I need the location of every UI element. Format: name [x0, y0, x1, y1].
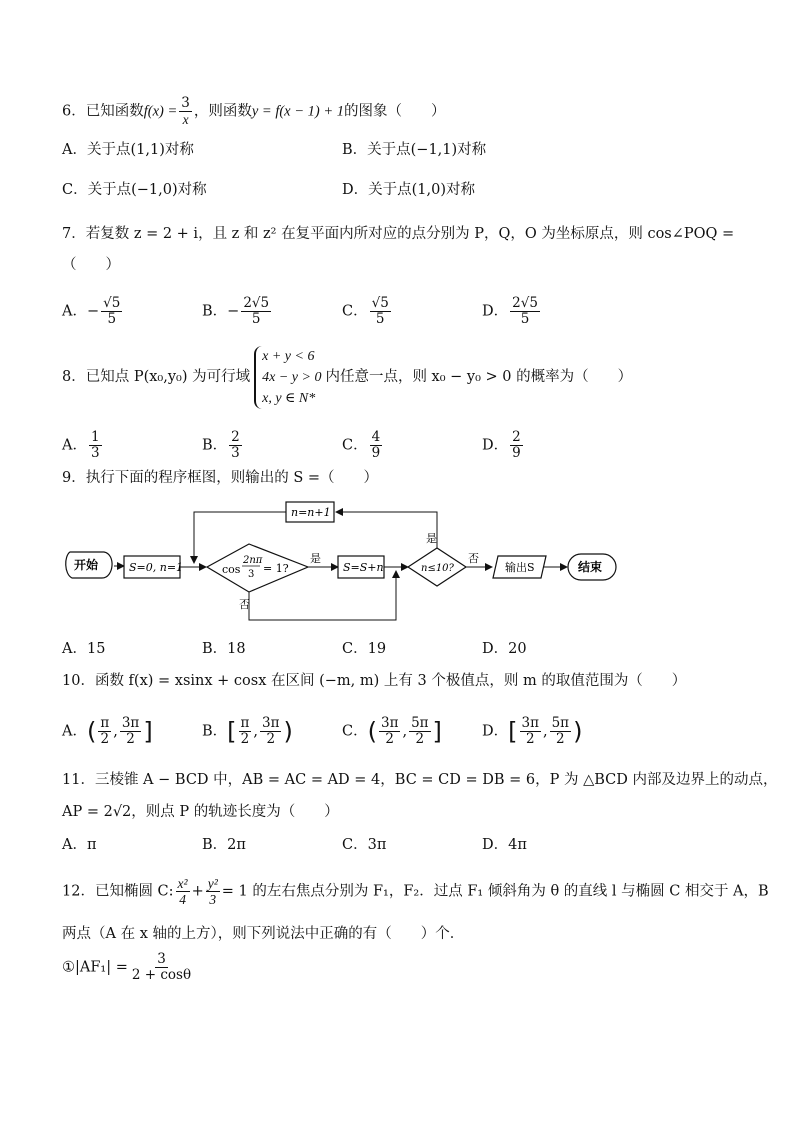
q10-stem: 10．函数 f(x) = xsinx + cosx 在区间 (−m, m) 上有 3 个极值点，则 m 的取值范围为（ ） — [62, 673, 687, 689]
q8-option-b: B． $\frac{2}{3}$ — [202, 429, 240, 461]
q7-stem: 7．若复数 z = 2 + i，且 z 和 z² 在复平面内所对应的点分别为 P，Q，O 为坐标原点，则 cos∠POQ = — [62, 226, 735, 242]
no2-label: 否 — [468, 552, 479, 565]
q12-stem: 12．已知椭圆 C: $\frac{\text{x²}}{4}$ + $\frac{\text{y²}}{3}$ = 1 的左右焦点分别为 F₁，F₂．过点 F₁ 倾斜角为 θ 的直线 l 与椭圆 C 相交于 A，B — [62, 876, 769, 907]
q12-line2: 两点（A 在 x 轴的上方），则下列说法中正确的有（ ）个． — [62, 926, 465, 942]
q9-option-b: B．18 — [202, 641, 246, 657]
q8-stem: 8．已知点 P(x₀,y₀) 为可行域x + y < 6 4x − y > 0 x, y ∈ N*内任意一点，则 x₀ − y₀ > 0 的概率为（ ） — [62, 346, 632, 409]
q8-option-d: D． $\frac{2}{9}$ — [482, 429, 521, 461]
q6-option-a: A．关于点(1,1)对称 — [62, 142, 194, 158]
update-s-label: S=S+n — [343, 561, 384, 574]
q8-option-c: C． $\frac{4}{9}$ — [342, 429, 381, 461]
program-flowchart — [62, 500, 622, 625]
q10-option-c: C．( $\frac{3\pi}{2}$ , $\frac{5\pi}{2}$ ] — [342, 715, 442, 747]
q6-option-d: D．关于点(1,0)对称 — [342, 182, 475, 198]
cond1-eq: = 1? — [263, 562, 289, 575]
cond2-label: n≤10? — [421, 563, 454, 574]
q11-line2: AP = 2√2，则点 P 的轨迹长度为（ ） — [62, 804, 339, 820]
q11-line1: 11．三棱锥 A − BCD 中，AB = AC = AD = 4，BC = CD = DB = 6，P 为 △BCD 内部及边界上的动点， — [62, 772, 778, 788]
q9-option-c: C．19 — [342, 641, 387, 657]
increment-n-label: n=n+1 — [291, 506, 331, 519]
q11-option-a: A．π — [62, 837, 97, 853]
q10-option-a: A．( $\frac{\pi}{2}$ , $\frac{3\pi}{2}$ ] — [62, 715, 153, 747]
q6-option-c: C．关于点(−1,0)对称 — [62, 182, 207, 198]
q8-option-a: A． $\frac{1}{3}$ — [62, 429, 100, 461]
q7-option-b: B．− $\frac{2√5}{5}$ — [202, 295, 270, 327]
cond1-num: 2nπ — [243, 555, 263, 566]
init-label: S=0, n=1 — [129, 561, 184, 574]
q9-stem: 9．执行下面的程序框图，则输出的 S =（ ） — [62, 470, 379, 486]
q7-paren: （ ） — [62, 257, 120, 273]
q12-item1: ①|AF₁| = $\frac{3}{2 + \cos\theta}$ — [62, 951, 192, 983]
cond1-den: 3 — [248, 569, 255, 580]
q10-option-b: B．[ $\frac{\pi}{2}$ , $\frac{3\pi}{2}$ ) — [202, 715, 293, 747]
q6-stem: 6．已知函数f(x) = $\frac{3}{x}$ ，则函数y = f(x − 1) + 1的图象（ ） — [62, 95, 446, 127]
q10-option-d: D．[ $\frac{3\pi}{2}$ , $\frac{5\pi}{2}$ ) — [482, 715, 583, 747]
q9-option-d: D．20 — [482, 641, 527, 657]
q6-fraction: $\frac{3}{x}$ — [181, 95, 190, 127]
q11-option-d: D．4π — [482, 837, 527, 853]
start-label: 开始 — [74, 558, 99, 572]
q9-option-a: A．15 — [62, 641, 106, 657]
cond1-cos: cos — [222, 563, 241, 576]
q11-option-b: B．2π — [202, 837, 246, 853]
output-label: 输出S — [505, 561, 535, 574]
end-label: 结束 — [578, 560, 603, 574]
q7-option-c: C． $\frac{√5}{5}$ — [342, 295, 389, 327]
yes2-label: 是 — [426, 532, 437, 545]
q8-constraint-system: x + y < 6 4x − y > 0 x, y ∈ N* — [254, 346, 321, 409]
q6-option-b: B．关于点(−1,1)对称 — [342, 142, 487, 158]
no1-label: 否 — [239, 598, 250, 611]
q7-option-a: A．− $\frac{√5}{5}$ — [62, 295, 121, 327]
q11-option-c: C．3π — [342, 837, 387, 853]
yes1-label: 是 — [310, 552, 321, 565]
q7-option-d: D． $\frac{2√5}{5}$ — [482, 295, 538, 327]
